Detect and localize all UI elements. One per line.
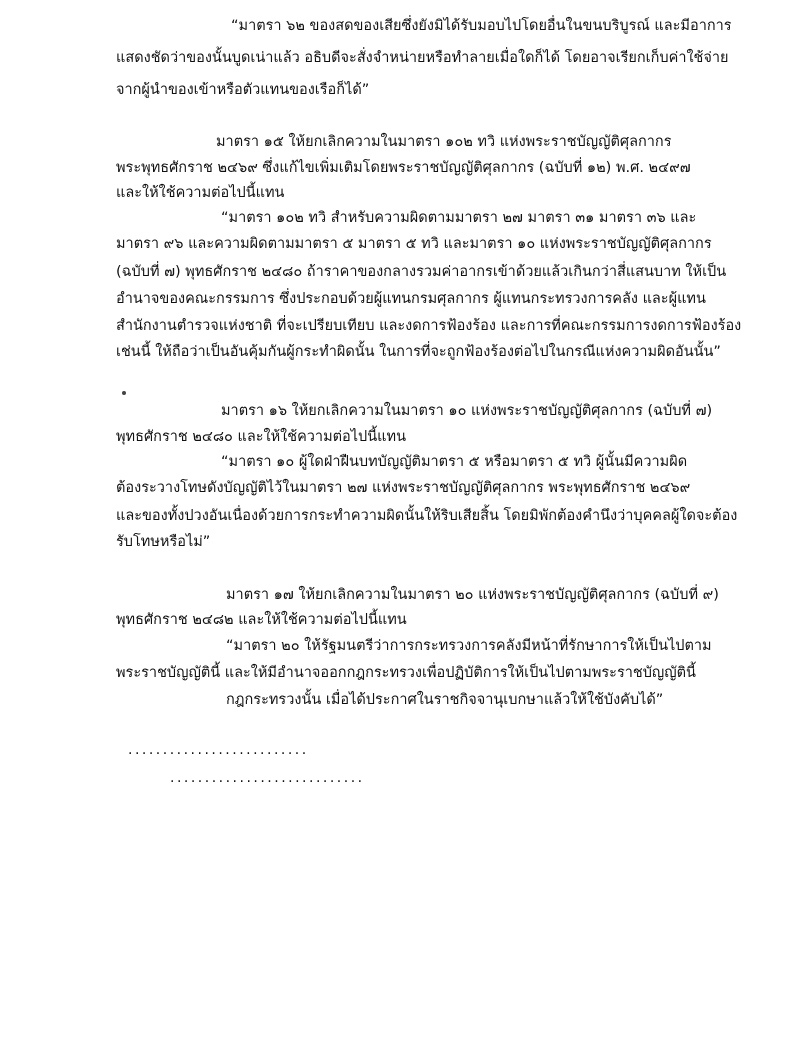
section-16-line-1: มาตรา ๑๖ ให้ยกเลิกความในมาตรา ๑๐ แห่งพระราชบัญญัติศุลกากร (ฉบับที่ ๗) (221, 403, 713, 419)
section-17-line-2: พุทธศักราช ๒๔๘๒ และให้ใช้ความต่อไปนี้แทน (116, 612, 407, 628)
section-16-quote-line-1: “มาตรา ๑๐ ผู้ใดฝ่าฝืนบทบัญญัติมาตรา ๕ หรือมาตรา ๕ ทวิ ผู้นั้นมีความผิด (221, 454, 688, 470)
section-15-line-3: และให้ใช้ความต่อไปนี้แทน (116, 185, 285, 201)
section-17-quote-line-2: พระราชบัญญัตินี้ และให้มีอำนาจออกกฎกระทรวงเพื่อปฏิบัติการให้เป็นไปตามพระราชบัญญัตินี้ (116, 665, 696, 681)
section-15-quote-line-2: มาตรา ๙๖ และความผิดตามมาตรา ๕ มาตรา ๕ ทวิ และมาตรา ๑๐ แห่งพระราชบัญญัติศุลกากร (116, 236, 712, 252)
section-15-quote-line-3: (ฉบับที่ ๗) พุทธศักราช ๒๔๘๐ ถ้าราคาของกลางรวมค่าอากรเข้าด้วยแล้วเกินกว่าสี่แสนบาท ให้เป็น (116, 264, 727, 280)
section-15-quote-line-4: อำนาจของคณะกรรมการ ซึ่งประกอบด้วยผู้แทนกรมศุลกากร ผู้แทนกระทรวงการคลัง และผู้แทน (116, 291, 706, 307)
section-17-quote-line-3: กฎกระทรวงนั้น เมื่อได้ประกาศในราชกิจจานุเบกษาแล้วให้ใช้บังคับได้” (226, 692, 664, 708)
signature-dots-2: ............................ (170, 770, 365, 786)
section-62-line-3: จากผู้นำของเข้าหรือตัวแทนของเรือก็ได้” (116, 82, 370, 98)
signature-dots-1: .......................... (128, 742, 309, 758)
section-16-quote-line-4: รับโทษหรือไม่” (116, 534, 211, 550)
section-62-line-2: แสดงชัดว่าของนั้นบูดเน่าแล้ว อธิบดีจะสั่งจำหน่ายหรือทำลายเมื่อใดก็ได้ โดยอาจเรียกเก็บค่าใช้จ่าย (116, 50, 729, 66)
section-15-quote-line-1: “มาตรา ๑๐๒ ทวิ สำหรับความผิดตามมาตรา ๒๗ มาตรา ๓๑ มาตรา ๓๖ และ (221, 210, 697, 226)
margin-mark (122, 391, 126, 395)
section-16-line-2: พุทธศักราช ๒๔๘๐ และให้ใช้ความต่อไปนี้แทน (116, 429, 406, 445)
section-15-line-2: พระพุทธศักราช ๒๔๖๙ ซึ่งแก้ไขเพิ่มเติมโดยพระราชบัญญัติศุลกากร (ฉบับที่ ๑๒) พ.ศ. ๒๔๙๗ (116, 160, 691, 176)
section-15-quote-line-5: สำนักงานตำรวจแห่งชาติ ที่จะเปรียบเทียบ และงดการฟ้องร้อง และการที่คณะกรรมการงดการฟ้องร้อง (116, 318, 742, 334)
section-15-quote-line-6: เช่นนี้ ให้ถือว่าเป็นอันคุ้มกันผู้กระทำผิดนั้น ในการที่จะถูกฟ้องร้องต่อไปในกรณีแห่งความผิดอันนั้น” (116, 344, 721, 360)
section-62-line-1: “มาตรา ๖๒ ของสดของเสียซึ่งยังมิได้รับมอบไปโดยอื่นในขนบริบูรณ์ และมีอาการ (231, 18, 732, 34)
section-15-line-1: มาตรา ๑๕ ให้ยกเลิกความในมาตรา ๑๐๒ ทวิ แห่งพระราชบัญญัติศุลกากร (216, 134, 672, 150)
section-16-quote-line-3: และของทั้งปวงอันเนื่องด้วยการกระทำความผิดนั้นให้ริบเสียสิ้น โดยมิพักต้องคำนึงว่าบุคคลผู้ใดจะต้อง (116, 508, 738, 524)
section-17-line-1: มาตรา ๑๗ ให้ยกเลิกความในมาตรา ๒๐ แห่งพระราชบัญญัติศุลกากร (ฉบับที่ ๙) (226, 587, 719, 603)
section-17-quote-line-1: “มาตรา ๒๐ ให้รัฐมนตรีว่าการกระทรวงการคลังมีหน้าที่รักษาการให้เป็นไปตาม (226, 638, 712, 654)
section-16-quote-line-2: ต้องระวางโทษดังบัญญัติไว้ในมาตรา ๒๗ แห่งพระราชบัญญัติศุลกากร พระพุทธศักราช ๒๔๖๙ (116, 480, 691, 496)
